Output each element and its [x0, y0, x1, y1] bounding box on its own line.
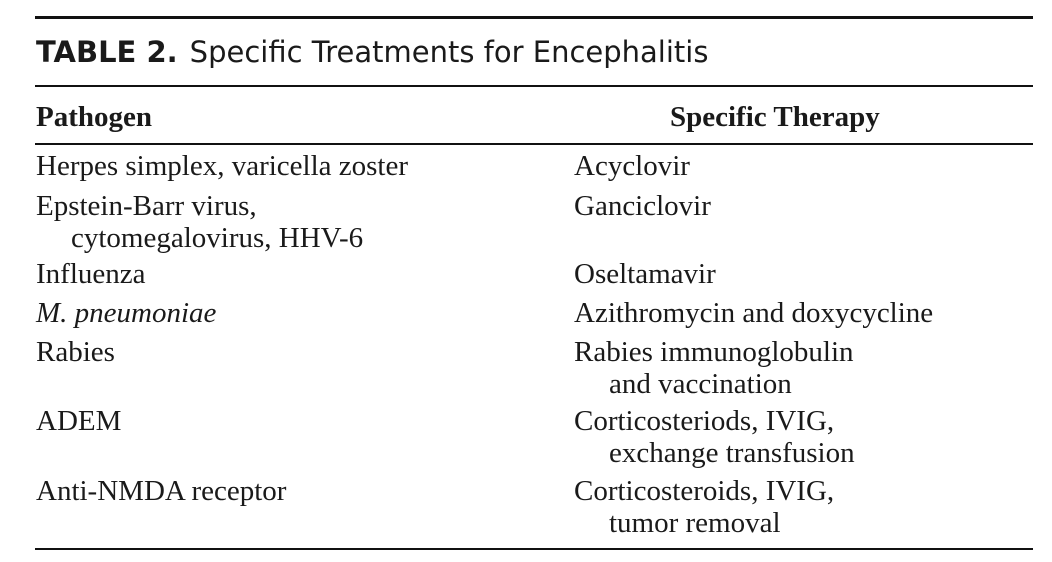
therapy-cell — [574, 336, 854, 400]
pathogen-cell — [36, 336, 115, 368]
therapy-text-continued: and vaccination — [609, 368, 792, 400]
therapy-text: Azithromycin and doxycycline — [574, 297, 934, 329]
therapy-text-continued: tumor removal — [609, 507, 781, 539]
therapy-cell — [574, 297, 933, 329]
therapy-text: Acyclovir — [574, 150, 690, 182]
pathogen-text: Herpes simplex, varicella zoster — [36, 150, 409, 182]
pathogen-cell — [36, 150, 408, 182]
pathogen-text: Epstein-Barr virus, — [36, 190, 257, 222]
pathogen-text: Rabies — [36, 336, 115, 368]
therapy-text: Corticosteriods, IVIG, — [574, 405, 835, 437]
therapy-text: Rabies immunoglobulin — [574, 336, 854, 368]
table-number: TABLE 2. — [36, 35, 178, 69]
table-top-rule — [35, 16, 1033, 19]
column-header-pathogen: Pathogen — [36, 101, 152, 133]
therapy-cell — [574, 405, 855, 469]
pathogen-cell — [36, 258, 146, 290]
header-rule — [35, 143, 1033, 145]
table-bottom-rule — [35, 548, 1033, 550]
pathogen-text: Anti-NMDA receptor — [36, 475, 287, 507]
therapy-text: Ganciclovir — [574, 190, 711, 222]
therapy-text: Oseltamavir — [574, 258, 716, 290]
therapy-text: Corticosteroids, IVIG, — [574, 475, 835, 507]
caption-rule — [35, 85, 1033, 87]
pathogen-cell — [36, 405, 121, 437]
column-header-specific-therapy: Specific Therapy — [670, 101, 880, 133]
therapy-cell — [574, 258, 716, 290]
pathogen-cell — [36, 297, 216, 329]
therapy-text-continued: exchange transfusion — [609, 437, 855, 469]
table-title: Specific Treatments for Encephalitis — [189, 35, 709, 69]
pathogen-text: ADEM — [36, 405, 122, 437]
therapy-cell — [574, 190, 711, 222]
pathogen-text: Influenza — [36, 258, 146, 290]
pathogen-cell — [36, 475, 286, 507]
pathogen-text: M. pneumoniae — [36, 297, 217, 329]
therapy-cell — [574, 150, 690, 182]
pathogen-cell — [36, 190, 363, 254]
pathogen-text-continued: cytomegalovirus, HHV-6 — [71, 222, 364, 254]
table-caption — [36, 30, 708, 74]
therapy-cell — [574, 475, 834, 539]
